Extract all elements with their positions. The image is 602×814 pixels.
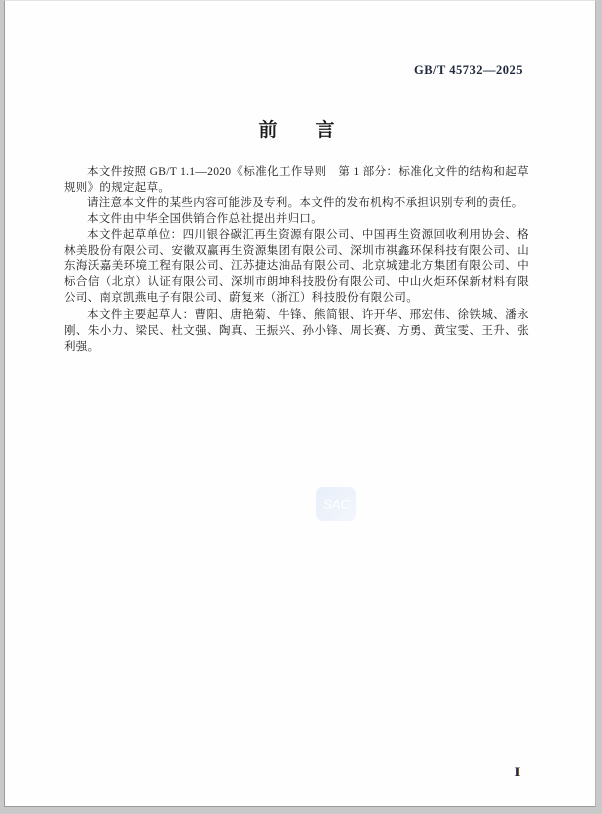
paragraph-drafters: 本文件主要起草人：曹阳、唐艳菊、牛锋、熊简银、许开华、邢宏伟、徐铁城、潘永刚、朱小力、梁民、杜文强、陶真、王振兴、孙小锋、周长赛、方勇、黄宝雯、王升、张利强。 [64, 309, 529, 353]
sac-watermark-logo [316, 487, 356, 521]
paragraph-drafting-organizations: 本文件起草单位：四川银谷碳汇再生资源有限公司、中国再生资源回收利用协会、格林美股份有限公司、安徽双赢再生资源集团有限公司、深圳市祺鑫环保科技有限公司、山东海沃嘉美环境工程有限公司、江苏捷达油品有限公司、北京城建北方集团有限公司、中标合信（北京）认证有限公司、深圳市朗坤科技股份有限公司、中山火炬环保新材料有限公司、南京凯燕电子有限公司、蔚复来（浙江）科技股份有限公司。 [64, 228, 529, 304]
page-title: 前言 [258, 120, 373, 141]
preface-body [64, 165, 529, 355]
paragraph-issuing-body: 本文件由中华全国供销合作总社提出并归口。 [87, 213, 323, 226]
standard-number: GB/T 45732—2025 [413, 63, 523, 77]
paragraph-basis: 本文件按照 GB/T 1.1—2020《标准化工作导则 第 1 部分：标准化文件的结构和起草规则》的规定起草。 [64, 166, 529, 194]
paragraph-patent-notice: 请注意本文件的某些内容可能涉及专利。本文件的发布机构不承担识别专利的责任。 [87, 197, 524, 210]
sac-watermark-text: SAC [322, 496, 350, 512]
page-number: I [515, 765, 520, 779]
document-page [4, 0, 596, 807]
